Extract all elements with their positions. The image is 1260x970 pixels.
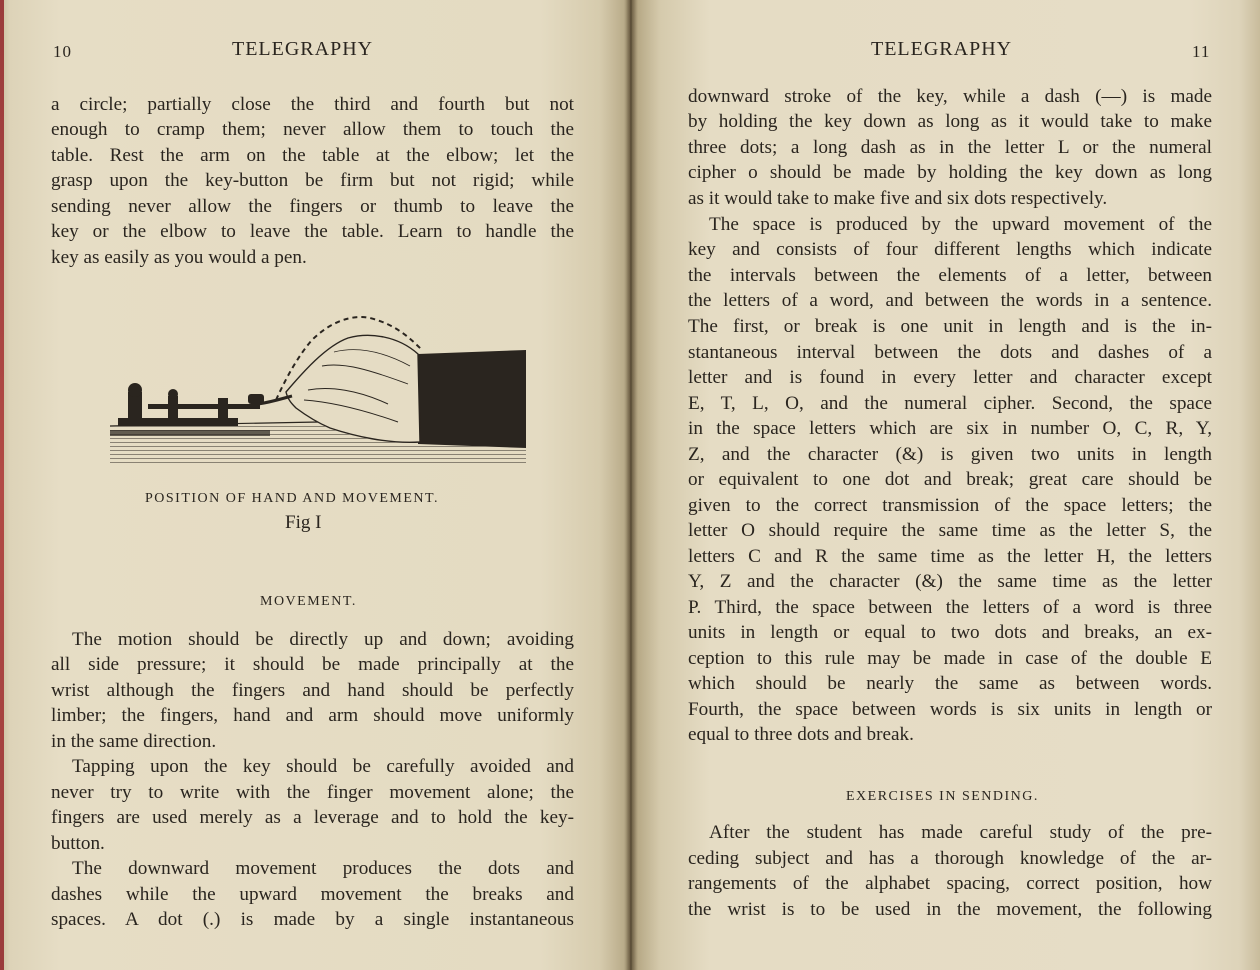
text-line: rangements of the alphabet spacing, correct position, how [688,873,1212,894]
text-line: letter O should require the same time as the letter S, the [688,520,1212,541]
red-page-edge [0,0,4,970]
text-line: the wrist is to be used in the movement, the following [688,899,1212,920]
text-line: ception to this rule may be made in case of the double E [688,648,1212,669]
text-line: limber; the fingers, hand and arm should move uniformly [51,705,574,726]
text-line: key or the elbow to leave the table. Learn to handle the [51,221,574,242]
text-line: button. [51,833,105,854]
text-line: The motion should be directly up and down; avoiding [72,629,574,650]
left-running-head: TELEGRAPHY [232,38,374,60]
section-heading-exercises: EXERCISES IN SENDING. [846,789,1039,804]
text-line: E, T, L, O, and the numeral cipher. Second, the space [688,393,1212,414]
text-line: by holding the key down as long as it would take to make [688,111,1212,132]
text-line: dashes while the upward movement the breaks and [51,884,574,905]
text-line: grasp upon the key-button be firm but not rigid; while [51,170,574,191]
text-line: the intervals between the elements of a letter, between [688,265,1212,286]
text-line: letters C and R the same time as the letter H, the letters [688,546,1212,567]
text-line: downward stroke of the key, while a dash (—) is made [688,86,1212,107]
text-line: Z, and the character (&) is given two units in length [688,444,1212,465]
figure-label: Fig I [285,512,322,533]
text-line: in the space letters which are six in number O, C, R, Y, [688,418,1212,439]
text-line: Y, Z and the character (&) the same time as the letter [688,571,1212,592]
text-line: all side pressure; it should be made principally at the [51,654,574,675]
telegraph-key-hand-illustration [108,306,528,470]
text-line: units in length or equal to two dots and breaks, an ex- [688,622,1212,643]
figure-caption: POSITION OF HAND AND MOVEMENT. [145,491,440,506]
right-running-head: TELEGRAPHY [871,38,1013,60]
left-page-number: 10 [53,42,72,61]
text-line: The space is produced by the upward movement of the [709,214,1212,235]
text-line: key and consists of four different lengths which indicate [688,239,1212,260]
text-line: equal to three dots and break. [688,724,914,745]
text-line: letter and is found in every letter and character except [688,367,1212,388]
text-line: Fourth, the space between words is six units in length or [688,699,1212,720]
text-line: The downward movement produces the dots and [72,858,574,879]
text-line: wrist although the fingers and hand should be perfectly [51,680,574,701]
text-line: Tapping upon the key should be carefully avoided and [72,756,574,777]
text-line: in the same direction. [51,731,217,752]
section-heading-movement: MOVEMENT. [260,594,357,609]
text-line: stantaneous interval between the dots and dashes of a [688,342,1212,363]
text-line: which should be nearly the same as between words. [688,673,1212,694]
text-line: enough to cramp them; never allow them to touch the [51,119,574,140]
text-line: the letters of a word, and between the words in a sentence. [688,290,1212,311]
text-line: never try to write with the finger movement alone; the [51,782,574,803]
text-line: sending never allow the fingers or thumb to leave the [51,196,574,217]
text-line: or equivalent to one dot and break; great care should be [688,469,1212,490]
text-line: fingers are used merely as a leverage and to hold the key- [51,807,574,828]
text-line: cipher o should be made by holding the key down as long [688,162,1212,183]
text-line: P. Third, the space between the letters of a word is three [688,597,1212,618]
text-line: given to the correct transmission of the space letters; the [688,495,1212,516]
text-line: spaces. A dot (.) is made by a single instantaneous [51,909,574,930]
text-line: ceding subject and has a thorough knowledge of the ar- [688,848,1212,869]
text-line: three dots; a long dash as in the letter L or the numeral [688,137,1212,158]
text-line: as it would take to make five and six dots respectively. [688,188,1108,209]
book-gutter [624,0,638,970]
text-line: The first, or break is one unit in length and is the in- [688,316,1212,337]
right-page-number: 11 [1192,42,1211,61]
right-page [630,0,1260,970]
text-line: key as easily as you would a pen. [51,247,307,268]
text-line: table. Rest the arm on the table at the elbow; let the [51,145,574,166]
text-line: a circle; partially close the third and fourth but not [51,94,574,115]
text-line: After the student has made careful study of the pre- [709,822,1212,843]
